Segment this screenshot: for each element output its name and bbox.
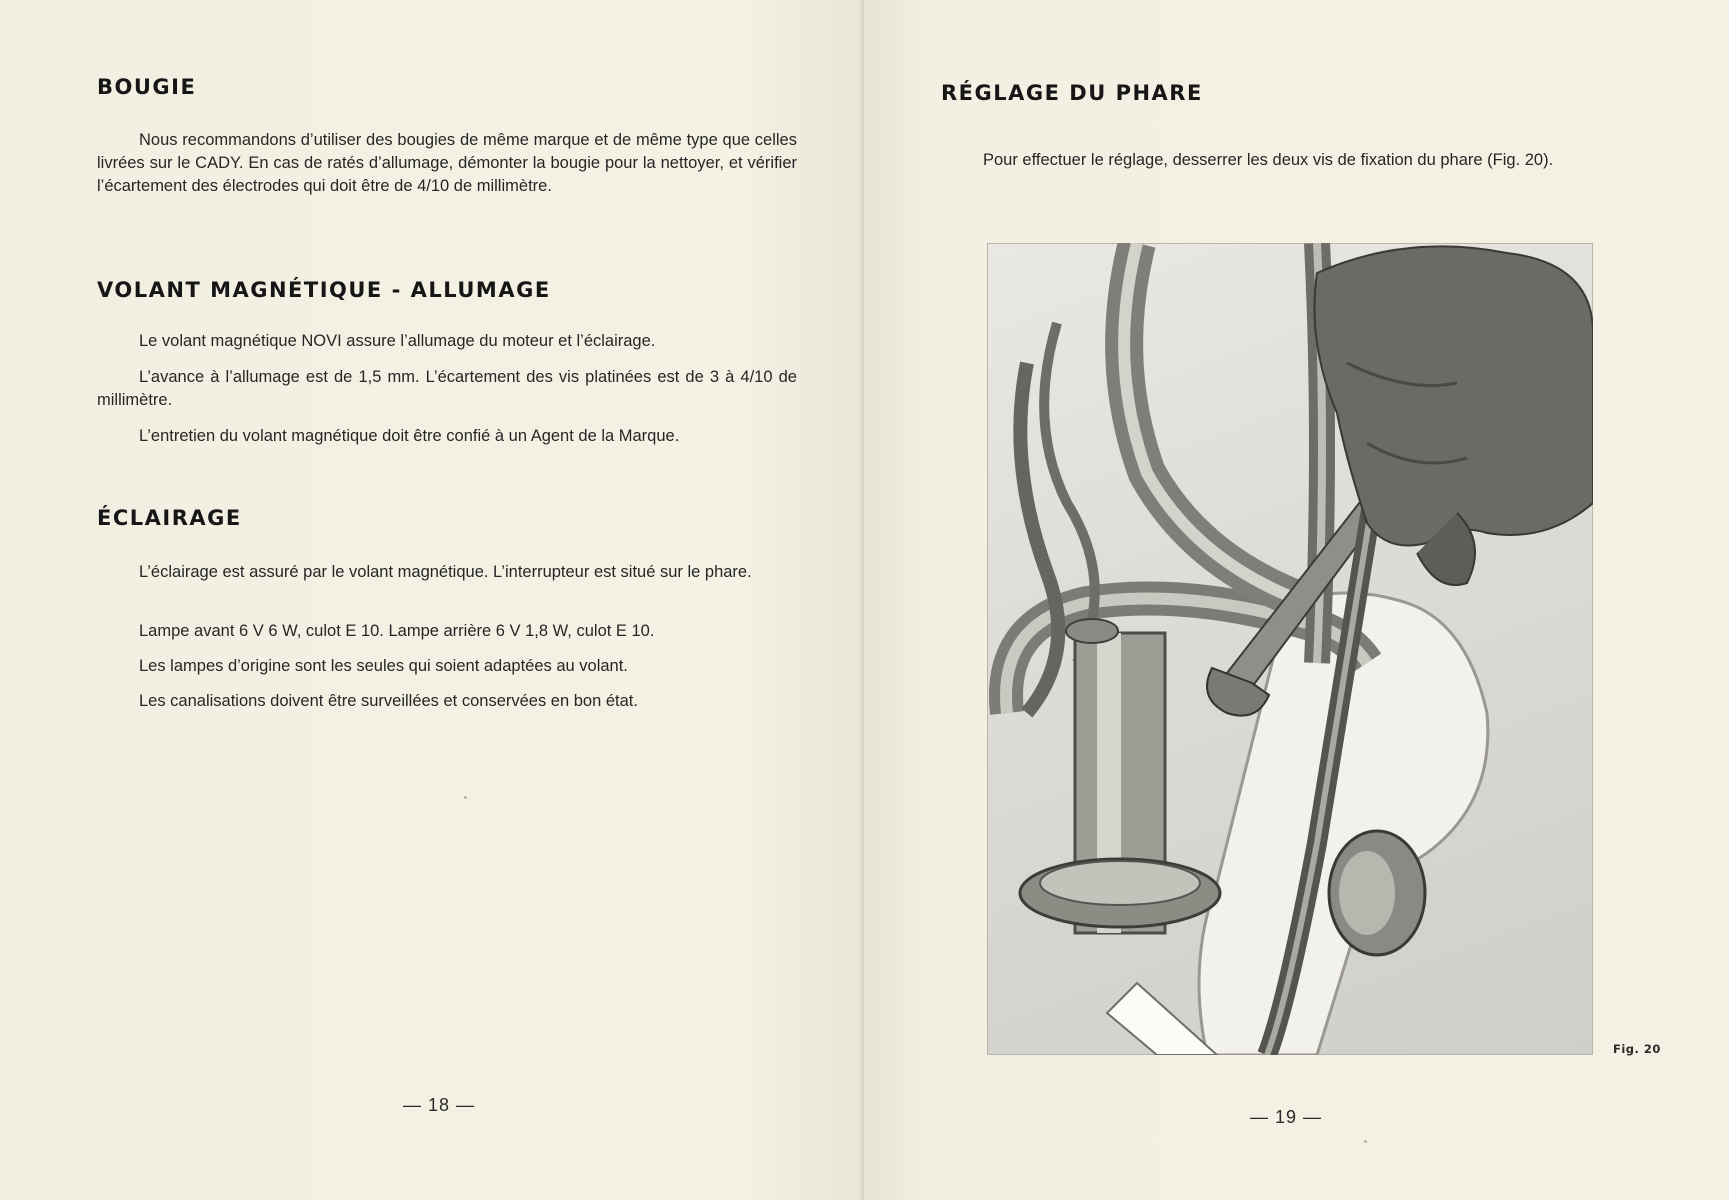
heading-volant-magnetique: VOLANT MAGNÉTIQUE - ALLUMAGE [97, 278, 551, 302]
heading-reglage-du-phare: RÉGLAGE DU PHARE [941, 81, 1203, 105]
figure-headlight-adjustment-photo [987, 243, 1593, 1055]
paragraph-eclairage-1: L’éclairage est assuré par le volant magnétique. L’interrupteur est situé sur le phare. [139, 563, 752, 581]
paragraph-volant-1: Le volant magnétique NOVI assure l’allumage du moteur et l’éclairage. [139, 332, 656, 350]
paragraph-eclairage-4: Les canalisations doivent être surveillées et conservées en bon état. [139, 692, 638, 710]
paper-speck [464, 796, 467, 799]
figure-label: Fig. 20 [1613, 1042, 1661, 1056]
page-number-left: — 18 — [403, 1095, 476, 1115]
paragraph-volant-2: L’avance à l’allumage est de 1,5 mm. L’écartement des vis platinées est de 3 à 4/10 de millimètre. [97, 368, 797, 409]
heading-eclairage: ÉCLAIRAGE [97, 506, 242, 530]
paragraph-reglage: Pour effectuer le réglage, desserrer les deux vis de fixation du phare (Fig. 20). [983, 151, 1554, 169]
paper-speck [1364, 1140, 1367, 1143]
paragraph-eclairage-2: Lampe avant 6 V 6 W, culot E 10. Lampe arrière 6 V 1,8 W, culot E 10. [139, 622, 655, 640]
page-number-right: — 19 — [1250, 1107, 1323, 1127]
paragraph-bougie: Nous recommandons d’utiliser des bougies de même marque et de même type que celles livrées sur le CADY. En cas de ratés d’allumage, démonter la bougie pour la nettoyer, et vérifier l’écartement des électrodes qui doit être de 4/10 de millimètre. [97, 131, 797, 195]
paragraph-volant-3: L’entretien du volant magnétique doit être confié à un Agent de la Marque. [139, 427, 680, 445]
heading-bougie: BOUGIE [97, 75, 197, 99]
left-page [0, 0, 864, 1200]
paragraph-eclairage-3: Les lampes d’origine sont les seules qui soient adaptées au volant. [139, 657, 628, 675]
headlight-wrench-illustration [987, 243, 1593, 1055]
